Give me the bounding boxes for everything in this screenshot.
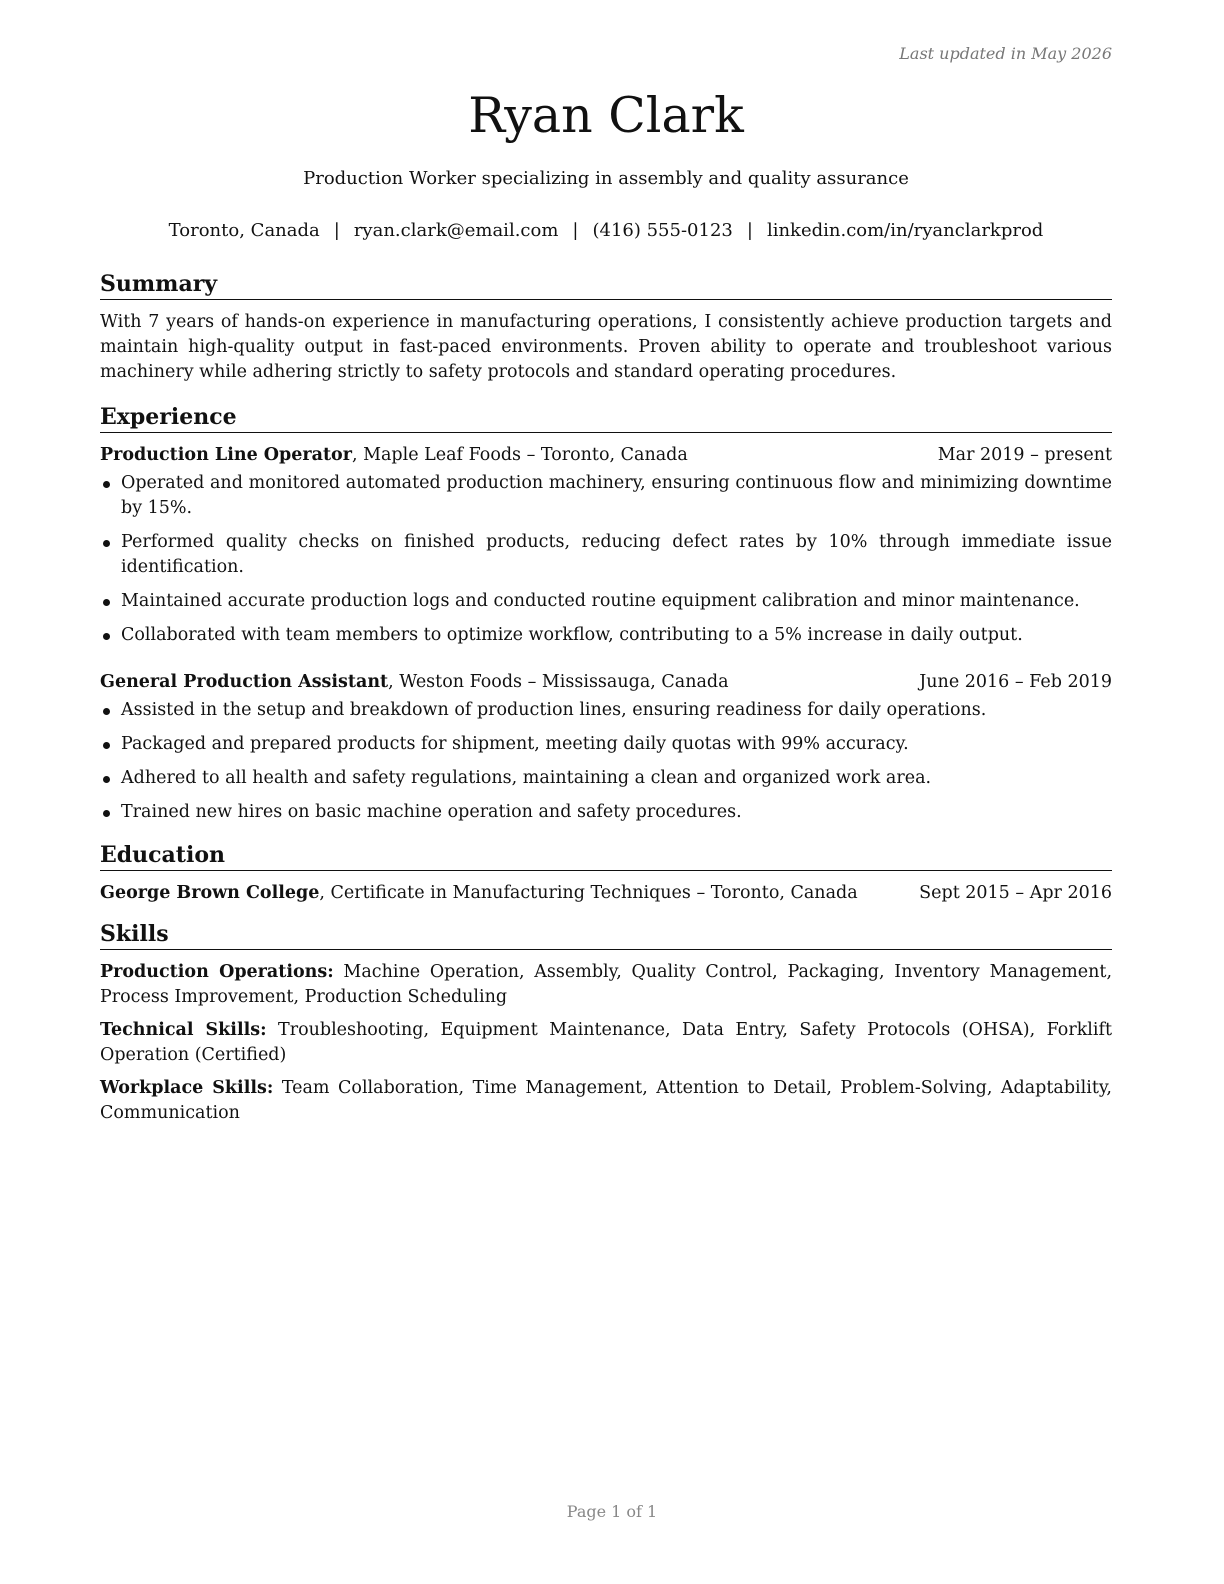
job-bullet: Packaged and prepared products for shipment, meeting daily quotas with 99% accuracy. [100,732,1112,757]
skill-group-text: Troubleshooting, Equipment Maintenance, Data Entry, Safety Protocols (OHSA), Forklift Operation (Certified) [100,1020,1112,1065]
job-role: General Production Assistant [100,672,389,692]
contact-separator: | [746,220,753,241]
job-bullet: Operated and monitored automated production machinery, ensuring continuous flow and minimizing downtime by 15%. [100,471,1112,521]
skill-group-label: Production Operations: [100,962,334,982]
skill-group [100,1018,1112,1068]
job-bullet: Trained new hires on basic machine operation and safety procedures. [100,800,1112,825]
contact-separator: | [572,220,579,241]
job-title-company [100,670,729,695]
job-company: , Weston Foods – Mississauga, Canada [388,672,729,692]
job-dates: Mar 2019 – present [937,445,1112,465]
resume-body [100,270,1112,1134]
job-bullet-list [100,698,1112,825]
contact-linkedin[interactable]: linkedin.com/in/ryanclarkprod [766,220,1044,241]
skill-group [100,960,1112,1010]
education-school-details [100,881,858,906]
education-dates: Sept 2015 – Apr 2016 [919,883,1112,903]
experience-entry [100,670,1112,825]
contact-separator: | [333,220,340,241]
skill-group [100,1076,1112,1126]
skill-group-text: Team Collaboration, Time Management, Attention to Detail, Problem-Solving, Adaptability, Communication [100,1078,1112,1123]
section-title-experience: Experience [100,403,1112,433]
experience-entry [100,443,1112,648]
job-company: , Maple Leaf Foods – Toronto, Canada [351,445,688,465]
job-bullet: Collaborated with team members to optimize workflow, contributing to a 5% increase in daily output. [100,623,1112,648]
job-bullet: Maintained accurate production logs and conducted routine equipment calibration and minor maintenance. [100,589,1112,614]
contact-location: Toronto, Canada [168,220,320,241]
job-role: Production Line Operator [100,445,352,465]
skill-group-label: Technical Skills: [100,1020,267,1040]
education-entry [100,881,1112,906]
contact-email[interactable]: ryan.clark@email.com [353,220,559,241]
skill-group-text: Machine Operation, Assembly, Quality Control, Packaging, Inventory Management, Process Improvement, Production Scheduling [100,962,1113,1007]
skill-group-label: Workplace Skills: [100,1078,274,1098]
section-title-summary: Summary [100,270,1112,300]
job-bullet-list [100,471,1112,648]
experience-entry-header [100,443,1112,468]
job-dates: June 2016 – Feb 2019 [919,672,1112,692]
education-details: , Certificate in Manufacturing Techniques – Toronto, Canada [319,883,858,903]
section-title-skills: Skills [100,920,1112,950]
job-bullet: Adhered to all health and safety regulations, maintaining a clean and organized work area. [100,766,1112,791]
candidate-headline: Production Worker specializing in assembly and quality assurance [303,168,909,189]
education-school: George Brown College [100,883,320,903]
candidate-name: Ryan Clark [468,87,744,144]
summary-text: With 7 years of hands-on experience in manufacturing operations, I consistently achieve production targets and maintain high-quality output in fast-paced environments. Proven ability to operate and troubleshoot various machinery while adhering strictly to safety protocols and standard operating procedures. [100,312,1112,382]
experience-entry-header [100,670,1112,695]
job-title-company [100,443,688,468]
section-title-education: Education [100,841,1112,871]
contact-phone[interactable]: (416) 555-0123 [592,220,733,241]
page-indicator: Page 1 of 1 [566,1502,658,1521]
job-bullet: Performed quality checks on finished products, reducing defect rates by 10% through immediate issue identification. [100,530,1112,580]
last-updated-note: Last updated in May 2026 [899,44,1112,63]
job-bullet: Assisted in the setup and breakdown of production lines, ensuring readiness for daily operations. [100,698,1112,723]
contact-line [100,219,1112,243]
